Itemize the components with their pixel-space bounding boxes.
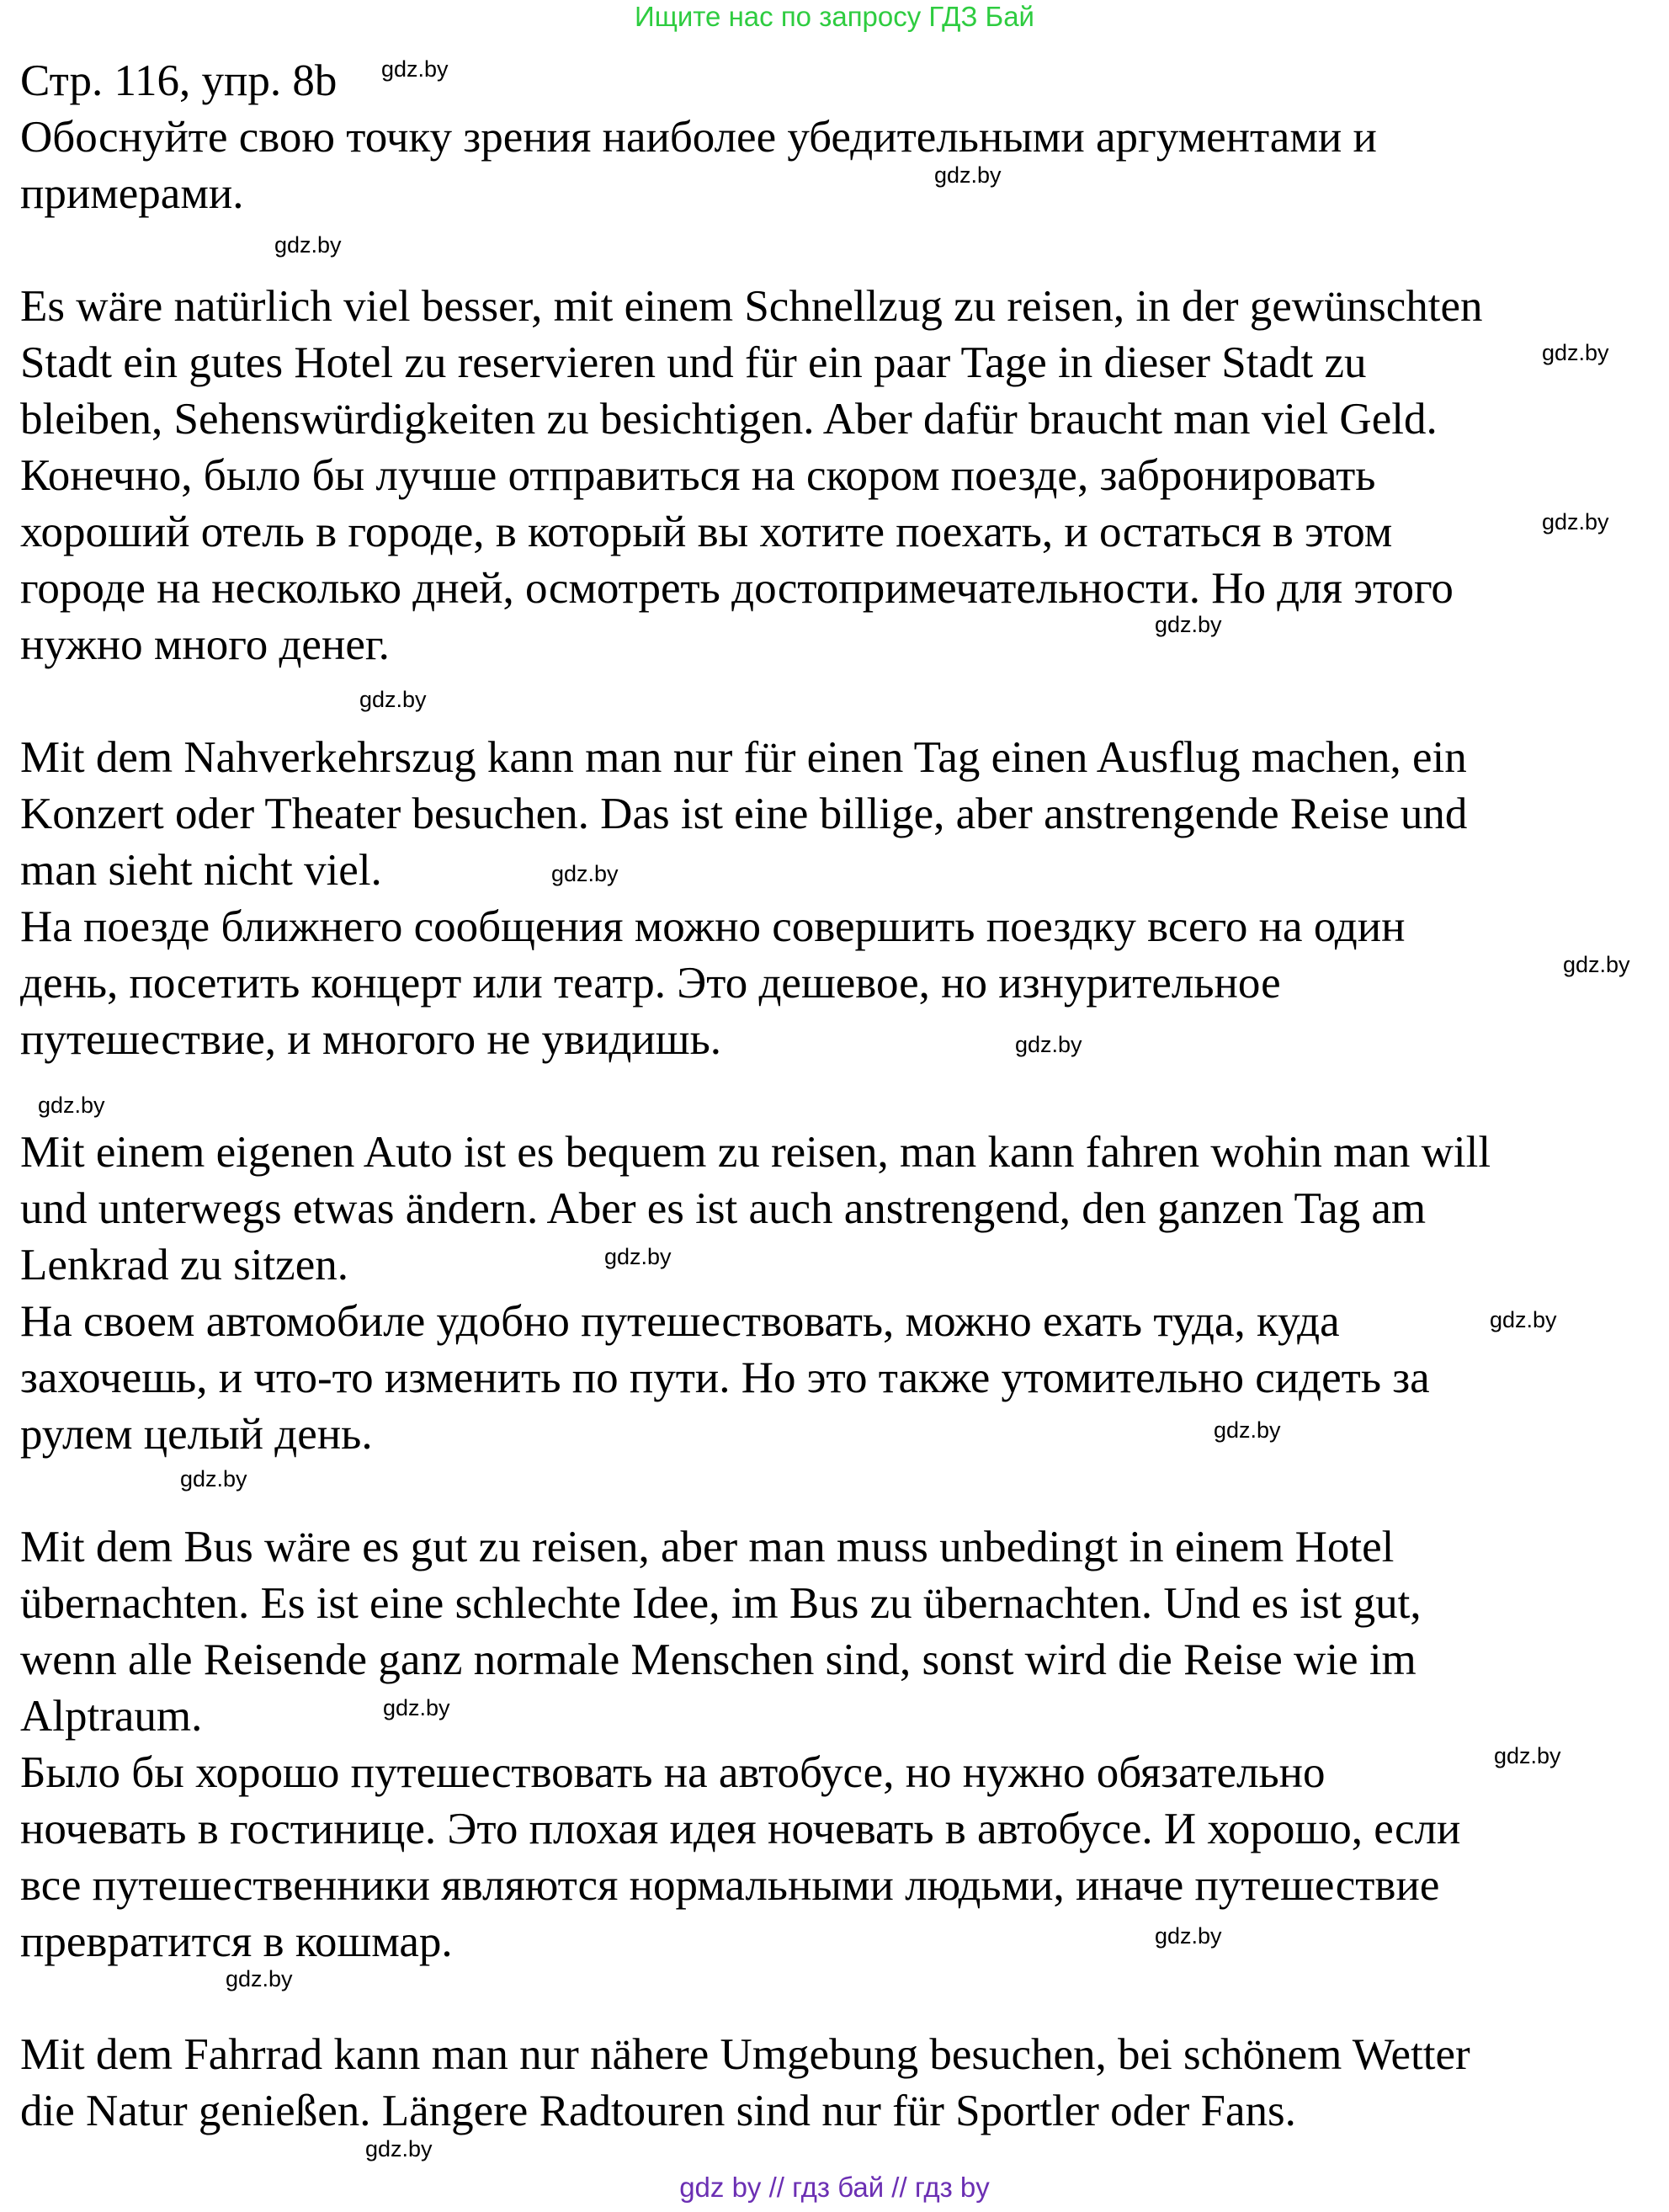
watermark: gdz.by: [1542, 340, 1609, 365]
paragraph-ru-line: нужно много денег.: [20, 620, 390, 669]
paragraph-de-line: Mit dem Nahverkehrszug kann man nur für einen Tag einen Ausflug machen, ein: [20, 733, 1467, 782]
paragraph-ru-line: все путешественники являются нормальными людьми, иначе путешествие: [20, 1861, 1440, 1910]
paragraph-ru-line: городе на несколько дней, осмотреть достопримечательности. Но для этого: [20, 564, 1454, 613]
paragraph-ru-line: превратится в кошмар.: [20, 1917, 453, 1966]
paragraph-ru-line: На поезде ближнего сообщения можно совершить поездку всего на один: [20, 902, 1406, 951]
watermark: gdz.by: [1155, 612, 1222, 637]
watermark: gdz.by: [1015, 1032, 1082, 1057]
paragraph-ru-line: рулем целый день.: [20, 1410, 373, 1459]
watermark: gdz.by: [1490, 1307, 1557, 1332]
paragraph-de-line: Stadt ein gutes Hotel zu reservieren und für ein paar Tage in dieser Stadt zu: [20, 338, 1367, 387]
paragraph-ru-line: ночевать в гостинице. Это плохая идея ночевать в автобусе. И хорошо, если: [20, 1805, 1461, 1853]
watermark: gdz.by: [934, 162, 1002, 188]
paragraph-de-line: wenn alle Reisende ganz normale Menschen sind, sonst wird die Reise wie im: [20, 1635, 1417, 1684]
footer-links: gdz by // гдз бай // гдз by: [679, 2172, 990, 2203]
paragraph-de-line: die Natur genießen. Längere Radtouren sind nur für Sportler oder Fans.: [20, 2087, 1296, 2135]
watermark: gdz.by: [383, 1695, 450, 1720]
watermark: gdz.by: [1563, 952, 1630, 977]
paragraph-de-line: man sieht nicht viel.: [20, 846, 382, 895]
paragraph-de-line: Mit dem Fahrrad kann man nur nähere Umgebung besuchen, bei schönem Wetter: [20, 2030, 1470, 2079]
watermark: gdz.by: [359, 687, 427, 712]
paragraph-ru-line: На своем автомобиле удобно путешествовать, можно ехать туда, куда: [20, 1297, 1340, 1346]
paragraph-ru-line: Было бы хорошо путешествовать на автобусе, но нужно обязательно: [20, 1748, 1326, 1797]
paragraph-de-line: bleiben, Sehenswürdigkeiten zu besichtigen. Aber dafür braucht man viel Geld.: [20, 395, 1438, 444]
watermark: gdz.by: [381, 56, 449, 82]
watermark: gdz.by: [274, 232, 342, 258]
watermark: gdz.by: [180, 1466, 247, 1492]
task-line: Обоснуйте свою точку зрения наиболее убедительными аргументами и: [20, 113, 1377, 162]
watermark: gdz.by: [38, 1093, 105, 1118]
watermark: gdz.by: [551, 861, 619, 886]
paragraph-de-line: Lenkrad zu sitzen.: [20, 1241, 348, 1289]
watermark: gdz.by: [1494, 1743, 1561, 1768]
watermark: gdz.by: [604, 1244, 672, 1269]
paragraph-ru-line: захочешь, и что-то изменить по пути. Но это также утомительно сидеть за: [20, 1353, 1430, 1402]
top-banner: Ищите нас по запросу ГДЗ Бай: [635, 1, 1034, 32]
watermark: gdz.by: [1542, 509, 1609, 534]
paragraph-de-line: Mit dem Bus wäre es gut zu reisen, aber man muss unbedingt in einem Hotel: [20, 1523, 1395, 1571]
paragraph-de-line: Es wäre natürlich viel besser, mit einem Schnellzug zu reisen, in der gewünschten: [20, 282, 1483, 331]
paragraph-ru-line: хороший отель в городе, в который вы хотите поехать, и остаться в этом: [20, 508, 1393, 556]
paragraph-ru-line: путешествие, и многого не увидишь.: [20, 1015, 721, 1064]
paragraph-de-line: und unterwegs etwas ändern. Aber es ist auch anstrengend, den ganzen Tag am: [20, 1184, 1427, 1233]
paragraph-de-line: Mit einem eigenen Auto ist es bequem zu reisen, man kann fahren wohin man will: [20, 1128, 1491, 1177]
watermark: gdz.by: [226, 1966, 293, 1991]
paragraph-ru-line: Конечно, было бы лучше отправиться на скором поезде, забронировать: [20, 451, 1376, 500]
watermark: gdz.by: [1155, 1923, 1222, 1949]
paragraph-ru-line: день, посетить концерт или театр. Это дешевое, но изнурительное: [20, 959, 1281, 1008]
paragraph-de-line: übernachten. Es ist eine schlechte Idee, im Bus zu übernachten. Und es ist gut,: [20, 1579, 1422, 1628]
task-line: примерами.: [20, 169, 244, 218]
watermark: gdz.by: [365, 2136, 433, 2161]
paragraph-de-line: Konzert oder Theater besuchen. Das ist eine billige, aber anstrengende Reise und: [20, 790, 1468, 838]
exercise-title: Стр. 116, упр. 8b: [20, 56, 338, 105]
paragraph-de-line: Alptraum.: [20, 1692, 203, 1741]
watermark: gdz.by: [1214, 1417, 1281, 1443]
